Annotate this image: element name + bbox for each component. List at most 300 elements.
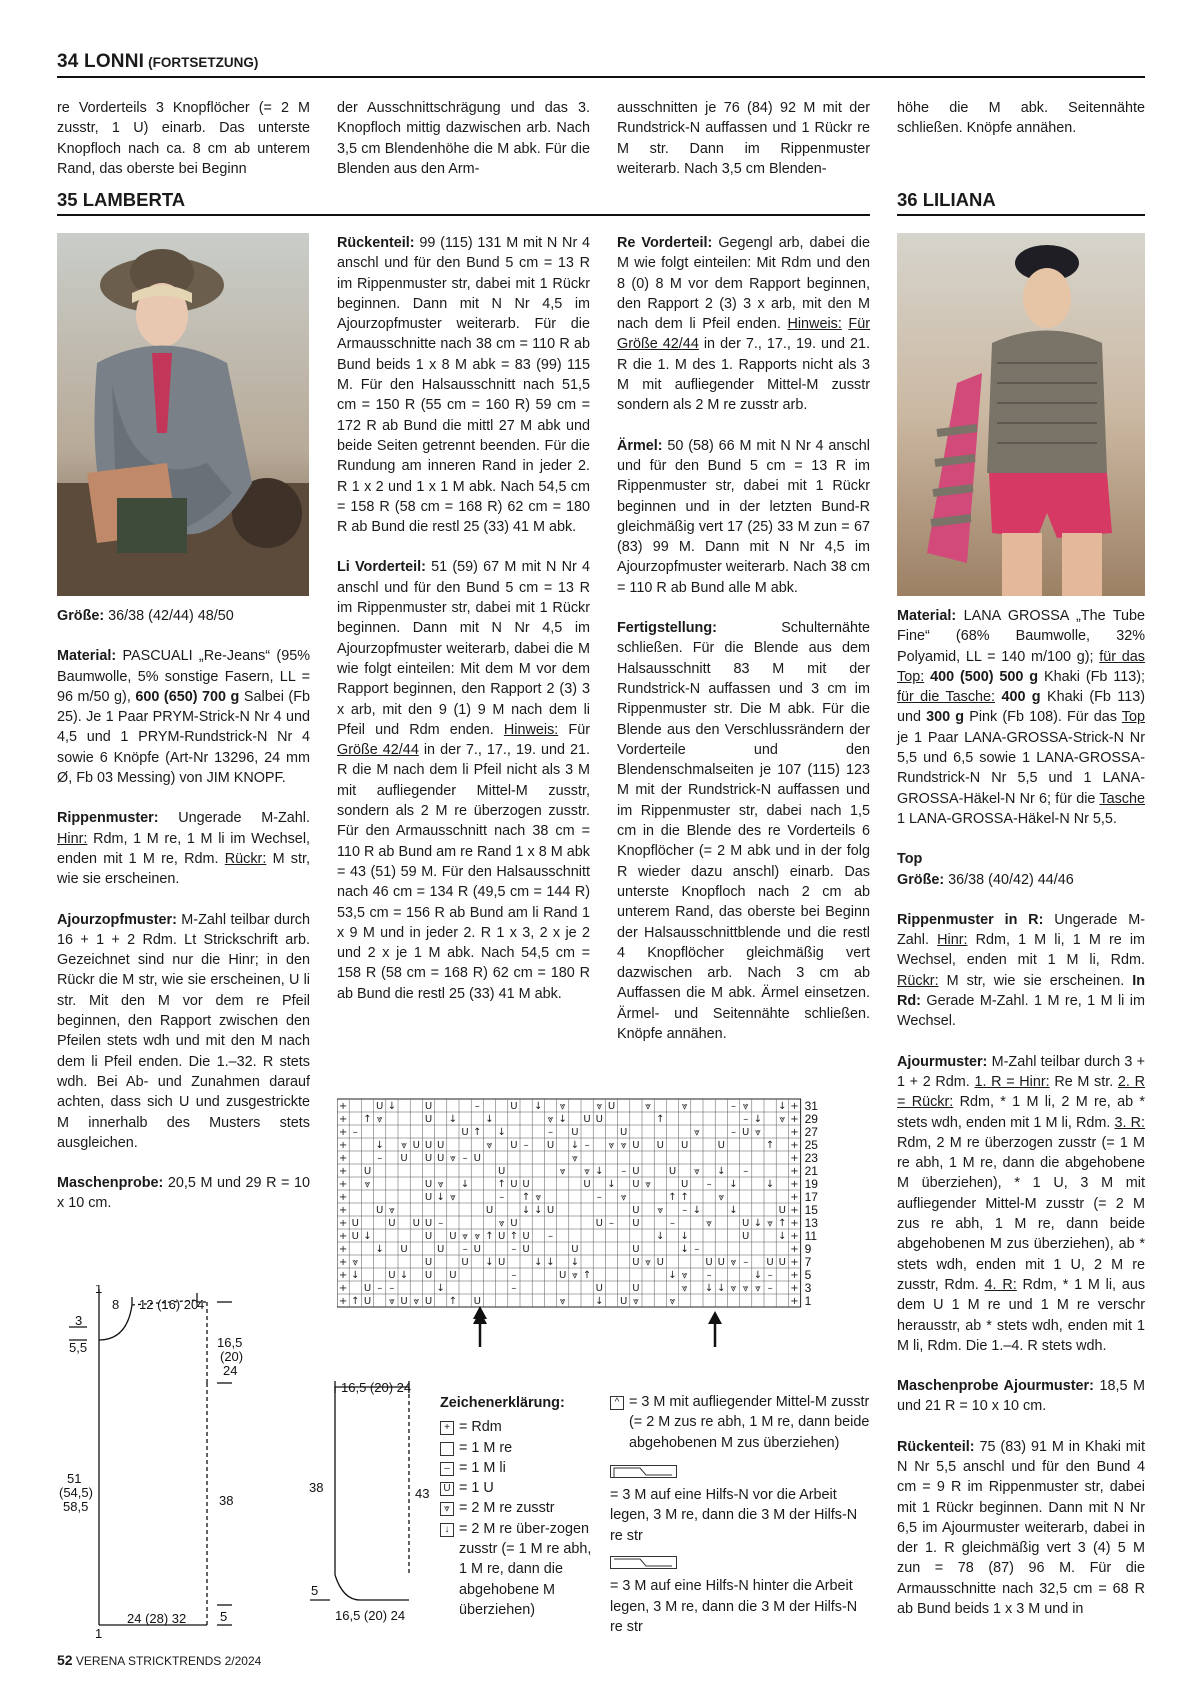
legend-u-text: = 1 U	[459, 1480, 494, 1497]
s1-right-20: (20)	[220, 1349, 244, 1364]
chart-stitch-symbol: U	[778, 1257, 786, 1268]
chart-stitch-symbol: ↑	[582, 1270, 592, 1281]
liliana-amount-3: 300 g	[926, 709, 965, 726]
chart-stitch-symbol: ↓	[570, 1257, 580, 1268]
chart-stitch-symbol: –	[511, 1270, 517, 1281]
chart-stitch-symbol: U	[717, 1257, 725, 1268]
section-title-liliana: 36 LILIANA	[897, 190, 1145, 216]
chart-stitch-symbol: U	[424, 1114, 433, 1125]
lamberta-col-2	[337, 233, 590, 1004]
s1-bottom-1: 1	[95, 1626, 103, 1640]
chart-stitch-symbol: U	[778, 1205, 786, 1216]
lamberta-maschen	[57, 1173, 310, 1214]
chart-row-number: 27	[804, 1125, 818, 1139]
chart-stitch-symbol: ↑	[509, 1231, 519, 1242]
liliana-material	[897, 606, 1145, 829]
chart-stitch-symbol: ↓	[521, 1205, 531, 1216]
s2-bottom-5: 5	[311, 1583, 319, 1598]
chart-stitch-symbol: U	[510, 1101, 518, 1112]
chart-stitch-symbol: ⩔	[389, 1296, 395, 1307]
legend-vor-text: = 3 M auf eine Hilfs-N vor die Arbeit legen, 3 M re, dann die 3 M der Hilfs-N re str	[610, 1487, 858, 1544]
liliana-size	[897, 870, 1145, 890]
chart-stitch-symbol: ⩔	[620, 1192, 627, 1203]
chart-row-number: 5	[804, 1268, 812, 1282]
chart-stitch-symbol: ⩔	[706, 1218, 712, 1229]
chart-stitch-symbol: U	[461, 1257, 469, 1268]
chart-stitch-symbol: U	[632, 1283, 640, 1294]
chart-stitch-symbol: U	[351, 1218, 359, 1229]
chart-stitch-symbol: ↓	[436, 1283, 445, 1294]
chart-stitch-symbol: U	[449, 1270, 457, 1281]
chart-stitch-symbol: ↓	[729, 1179, 738, 1190]
s1-bottom: 24 (28) 32	[127, 1611, 187, 1626]
chart-stitch-symbol: ⩔	[681, 1101, 688, 1112]
chart-stitch-symbol: +	[790, 1153, 799, 1164]
chart-stitch-symbol: U	[595, 1114, 603, 1125]
chart-stitch-symbol: U	[632, 1166, 640, 1177]
chart-stitch-symbol: ↓	[753, 1270, 763, 1281]
lamberta-fertig	[617, 618, 870, 1044]
chart-arrows	[337, 1307, 870, 1347]
chart-stitch-symbol: ⩔	[559, 1101, 566, 1112]
chart-stitch-symbol: ↑	[521, 1192, 531, 1203]
chart-stitch-symbol: ⩔	[767, 1218, 773, 1229]
chart-stitch-symbol: U	[681, 1179, 689, 1190]
chart-stitch-symbol: U	[388, 1218, 396, 1229]
chart-stitch-symbol: ⩔	[669, 1296, 676, 1307]
lamberta-photo	[57, 233, 309, 596]
chart-stitch-symbol: +	[790, 1296, 799, 1307]
ssk-symbol-icon: ↓	[440, 1523, 454, 1537]
chart-stitch-symbol: ↓	[704, 1283, 714, 1294]
chart-stitch-symbol: –	[377, 1153, 383, 1164]
chart-stitch-symbol: +	[338, 1101, 348, 1112]
liliana-maschen-label: Maschenprobe Ajourmuster:	[897, 1378, 1094, 1395]
liliana-ajour-1: M-Zahl teilbar durch 3 + 1 + 2 Rdm.	[897, 1053, 1146, 1090]
chart-stitch-symbol: ↓	[375, 1244, 384, 1255]
chart-stitch-symbol: ⩔	[755, 1283, 761, 1294]
chart-stitch-symbol: ↑	[448, 1296, 458, 1307]
s1-height-51: 51	[67, 1471, 82, 1486]
liliana-rippen-3: M str, wie sie erscheinen.	[946, 972, 1125, 989]
chart-stitch-symbol: U	[400, 1153, 408, 1164]
chart-stitch-symbol: U	[376, 1101, 384, 1112]
chart-stitch-symbol: +	[790, 1270, 799, 1281]
chart-stitch-symbol: ↑	[680, 1192, 689, 1203]
chart-stitch-symbol: U	[546, 1140, 555, 1151]
chart-stitch-symbol: ⩔	[413, 1296, 420, 1307]
chart-stitch-symbol: U	[705, 1257, 713, 1268]
chart-stitch-symbol: U	[522, 1231, 530, 1242]
chart-stitch-symbol: +	[790, 1140, 799, 1151]
chart-stitch-symbol: ↓	[534, 1257, 543, 1268]
lonni-col-2	[337, 98, 590, 179]
liliana-ruecken	[897, 1437, 1145, 1620]
lonni-text-2: der Ausschnittschrägung und das 3. Knopfloch mittig dazwischen arb. Nach 3,5 cm Blendenhöhe die M abk. Für die Blenden aus den Arm-	[337, 100, 590, 177]
chart-stitch-symbol: U	[351, 1231, 359, 1242]
chart-stitch-symbol: U	[363, 1296, 372, 1307]
header-title: 34 LONNI	[57, 51, 145, 72]
chart-stitch-symbol: ↓	[485, 1257, 494, 1268]
chart-stitch-symbol: U	[424, 1101, 433, 1112]
chart-stitch-symbol: –	[389, 1283, 395, 1294]
chart-row-number: 3	[804, 1281, 812, 1295]
chart-stitch-symbol: +	[790, 1127, 799, 1138]
liliana-r4: 4. R:	[984, 1276, 1017, 1293]
chart-stitch-symbol: ↓	[680, 1244, 689, 1255]
chart-stitch-symbol: ⩔	[681, 1283, 688, 1294]
chart-stitch-symbol: U	[424, 1192, 433, 1203]
chart-stitch-symbol: U	[510, 1218, 518, 1229]
chart-stitch-symbol: U	[424, 1218, 433, 1229]
chart-stitch-symbol: +	[338, 1114, 348, 1125]
s1-left-3: 3	[75, 1313, 83, 1328]
chart-stitch-symbol: U	[473, 1244, 481, 1255]
chart-stitch-symbol: ⩔	[559, 1296, 566, 1307]
chart-stitch-symbol: ↓	[595, 1166, 604, 1177]
chart-stitch-symbol: ↓	[351, 1270, 360, 1281]
chart-stitch-symbol: ⩔	[584, 1166, 590, 1177]
chart-stitch-symbol: ⩔	[730, 1257, 737, 1268]
chart-stitch-symbol: U	[620, 1127, 628, 1138]
chart-stitch-symbol: U	[461, 1127, 469, 1138]
groesse-link: Größe 42/44	[337, 742, 419, 759]
top-link: Top	[1121, 709, 1145, 726]
liliana-material-1: LANA GROSSA „The Tube Fine“ (68% Baumwolle, 32% Polyamid, LL = 140 m/100 g);	[897, 608, 1146, 665]
chart-stitch-symbol: +	[338, 1218, 348, 1229]
chart-stitch-symbol: +	[790, 1192, 799, 1203]
chart-row-number: 31	[804, 1099, 818, 1113]
lamberta-material	[57, 646, 310, 788]
maschen-text: 20,5 M und 29 R = 10 x 10 cm.	[57, 1175, 310, 1212]
liliana-top-heading: Top	[897, 851, 923, 868]
rippen-label: Rippenmuster:	[57, 810, 159, 827]
chart-stitch-symbol: ↓	[717, 1166, 726, 1177]
chart-stitch-symbol: ⩔	[364, 1179, 371, 1190]
chart-stitch-symbol: ↑	[363, 1114, 372, 1125]
revorder-label: Re Vorderteil:	[617, 235, 713, 251]
header-suffix: (FORTSETZUNG)	[148, 55, 259, 70]
liliana-ajour-label: Ajourmuster:	[897, 1053, 988, 1070]
chart-stitch-symbol: ↑	[778, 1218, 787, 1229]
liliana-material-6: 1 LANA-GROSSA-Häkel-N Nr 5,5.	[897, 810, 1117, 827]
chart-stitch-symbol: U	[717, 1140, 725, 1151]
lonni-col-1	[57, 98, 310, 179]
fertig-label: Fertigstellung:	[617, 620, 717, 637]
chart-stitch-symbol: +	[790, 1101, 799, 1112]
chart-stitch-symbol: U	[522, 1244, 530, 1255]
chart-stitch-symbol: ⩔	[645, 1257, 651, 1268]
legend-u	[440, 1478, 600, 1498]
lamberta-col-1	[57, 606, 310, 1234]
chart-stitch-symbol: –	[731, 1127, 736, 1138]
legend-ueber	[440, 1519, 600, 1620]
chart-stitch-symbol: –	[767, 1270, 773, 1281]
rdm-symbol-icon: +	[440, 1421, 454, 1435]
liliana-rippen-label: Rippenmuster in R:	[897, 911, 1044, 928]
chart-stitch-symbol: ⩔	[572, 1270, 578, 1281]
livorder-text-2: in der 7., 17., 19. und 21. R die M nach dem li Pfeil nicht als 3 M mit aufliegender Mittel-M zusstr, sondern als 2 M re überzogen zusstr. Für den Armausschnitt nach 38 cm = 110 R ab Bund am re Rand 1 x 8 M abk = 43 (51) 59 M. Für den Halsausschnitt nach 46 cm = 134 R (49,5 cm = 144 R) 53,5 cm = 156 R ab Bund am li Rand 1 x 9 M und in jeder 2. R 1 x 3, 2 x je 2 und 2 x je 1 M abk. Nach 54,5 cm = 158 R (58 cm = 168 R) 62 cm = 180 R ab Bund die restl 25 (33) 41 M abk.	[337, 742, 591, 1002]
rippen-text-2: Rdm, 1 M re, 1 M li im Wechsel, enden mit 1 M re, Rdm.	[57, 830, 311, 867]
maschen-label: Maschenprobe:	[57, 1175, 164, 1192]
chart-stitch-symbol: ↓	[546, 1257, 555, 1268]
chart-stitch-symbol: +	[790, 1166, 799, 1177]
chart-stitch-symbol: +	[790, 1231, 799, 1242]
s1-top-1: 1	[95, 1285, 103, 1296]
chart-stitch-symbol: +	[338, 1166, 348, 1177]
chart-stitch-symbol: +	[790, 1114, 799, 1125]
livorder-label: Li Vorderteil:	[337, 559, 426, 576]
liliana-r1: 1. R = Hinr:	[974, 1073, 1050, 1090]
chart-row-number: 7	[804, 1255, 812, 1269]
lamberta-col-3	[617, 233, 870, 1044]
chart-stitch-symbol: +	[790, 1257, 799, 1268]
chart-row-number: 23	[804, 1151, 818, 1165]
ajour-label: Ajourzopfmuster:	[57, 911, 177, 928]
legend-rdm-text: = Rdm	[459, 1419, 502, 1436]
ajour-text: M-Zahl teilbar durch 16 + 1 + 2 Rdm. Lt Strickschrift arb. Gezeichnet sind nur die Hinr; in den Rückr die M str, wie sie erscheinen, U li str. Mit den M vor dem re Pfeil beginnen, den Rapport zwischen den Pfeilen stets wdh und mit den M nach dem li Pfeil enden. Die 1.–32. R stets wdh. Bei Ab- und Zunahmen darauf achten, dass sich U und zusgestrickte M innerhalb des Musters stets ausgleichen.	[57, 911, 310, 1151]
chart-stitch-symbol: +	[338, 1257, 348, 1268]
s1-top-8: 8	[112, 1297, 120, 1312]
arrow-left-icon	[708, 1311, 722, 1347]
liliana-r3: 3. R:	[1114, 1114, 1146, 1131]
chart-stitch-symbol: ⩔	[559, 1166, 566, 1177]
chart-stitch-symbol: +	[338, 1127, 348, 1138]
knitting-chart	[337, 1097, 870, 1342]
chart-stitch-symbol: U	[437, 1140, 445, 1151]
livorder-text-1: 51 (59) 67 M mit N Nr 4 anschl und für den Bund 5 cm = 13 R im Rippenmuster str, dabei mit 1 Rückr beginnen. Dann mit N Nr 4,5 im Ajourzopfmuster weiterarb, dabei die M wie folgt einteilen: Mit dem M vor dem Rapport beginnen, den Rapport 2 (3) 3 x arb, mit den 9 (1) 9 M nach dem li Pfeil und Rdm enden.	[337, 559, 590, 738]
cable-front-icon	[610, 1465, 680, 1479]
rippen-text-1: Ungerade M-Zahl.	[178, 810, 310, 827]
liliana-ruecken-label: Rückenteil:	[897, 1438, 975, 1455]
chart-stitch-symbol: +	[338, 1283, 348, 1294]
chart-stitch-symbol: –	[438, 1218, 444, 1229]
chart-stitch-symbol: ↑	[497, 1179, 506, 1190]
chart-stitch-symbol: ⩔	[450, 1153, 456, 1164]
chart-stitch-symbol: –	[523, 1140, 529, 1151]
chart-stitch-symbol: ↓	[485, 1114, 494, 1125]
chart-stitch-symbol: +	[790, 1244, 799, 1255]
chart-stitch-symbol: ⩔	[437, 1179, 444, 1190]
liliana-r2: 2. R = Rückr:	[897, 1073, 1145, 1111]
liliana-ajour-3: Rdm, * 1 M li, 2 M re, ab * stets wdh, enden mit 1 M li, Rdm.	[897, 1094, 1145, 1131]
chart-stitch-symbol: U	[620, 1296, 628, 1307]
chart-stitch-symbol: ⩔	[645, 1179, 651, 1190]
revorder-text-1: Gegengl arb, dabei die M wie folgt einteilen: Mit Rdm und den 8 (0) 8 M vor dem Rapport beginnen, den Rapport 2 (3) 3 x arb, mit den M nach dem li Pfeil enden.	[617, 235, 870, 333]
chart-stitch-symbol: –	[682, 1205, 688, 1216]
s1-right-38: 38	[219, 1493, 234, 1508]
chart-stitch-symbol: U	[376, 1205, 384, 1216]
lamberta-aermel	[617, 436, 870, 598]
chart-row-number: 19	[804, 1177, 818, 1191]
liliana-amount-2: 400 g	[1001, 689, 1041, 706]
chart-stitch-symbol: ↓	[460, 1179, 470, 1190]
legend-mittel	[610, 1392, 870, 1453]
lonni-text-3: ausschnitten je 76 (84) 92 M mit der Rundstrick-N auffassen und 1 Rückr re M str. Dann im Rippenmuster weiterarb. Nach 3,5 cm Blenden-	[617, 100, 870, 177]
chart-stitch-symbol: U	[632, 1244, 640, 1255]
legend-mittel-text: = 3 M mit aufliegender Mittel-M zusstr (= 2 M zus re abh, 1 M re, dann beide abgehobenen M zus überziehen)	[629, 1394, 870, 1451]
chart-stitch-symbol: U	[632, 1140, 640, 1151]
material-text-2: Salbei (Fb 25). Je 1 Paar PRYM-Strick-N Nr 4 und 4,5 und 1 PRYM-Rundstrick-N Nr 4 sowie 6 Knöpfe (Art-Nr 13296, 24 mm Ø, Fb 03 Messing) von JIM KNOPF.	[57, 688, 311, 787]
chart-stitch-symbol: –	[474, 1101, 480, 1112]
chart-stitch-symbol: U	[546, 1205, 555, 1216]
chart-stitch-symbol: U	[632, 1179, 640, 1190]
lamberta-revorder	[617, 233, 870, 416]
s1-right-165: 16,5	[217, 1335, 243, 1350]
fertig-text: Schulternähte schließen. Für die Blende aus dem Halsausschnitt 83 M mit der Rundstrick-N auffassen und 3 cm im Rippenmuster str. Die M abk. Für die Blende aus den Verschlussrändern der Vorderteile und den Blendenschmalseiten je 107 (115) 123 M mit der Rundstrick-N auffassen und im Rippenmuster str, dabei nach 1,5 cm in die Blende des re Vorderteils 6 Knopflöcher (= 2 M abk und in der folg R wieder dazu anschl) einarb. Das unterste Knopfloch nach 2 cm ab unterem Rand, das oberste bei Beginn der Halsausschnittblende und die restl 4 Knopflöcher gleichmäßig vert dazwischen arb. Nach 3 cm ab Auffassen die M abk. Ärmel einsetzen. Ärmel- und Seitennähte schließen. Knöpfe annähen.	[617, 620, 870, 1042]
chart-stitch-symbol: ⩔	[718, 1192, 725, 1203]
chart-stitch-symbol: U	[571, 1244, 579, 1255]
chart-stitch-symbol: +	[790, 1179, 799, 1190]
chart-stitch-symbol: ⩔	[450, 1192, 456, 1203]
liliana-rippen-2: Rdm, 1 M li, 1 M re im Wechsel, enden mit 1 M li, Rdm.	[897, 932, 1146, 969]
chart-stitch-symbol: ⩔	[535, 1192, 542, 1203]
liliana-ajour-2: Re M str.	[1054, 1073, 1114, 1090]
chart-stitch-symbol: U	[668, 1166, 677, 1177]
fuer-das-top: für das Top:	[897, 648, 1145, 685]
page-footer	[57, 1650, 261, 1671]
size-label: Größe:	[57, 608, 105, 624]
chart-stitch-symbol: U	[473, 1153, 481, 1164]
chart-stitch-symbol: ↓	[753, 1114, 763, 1125]
chart-stitch-symbol: –	[767, 1283, 773, 1294]
chart-stitch-symbol: U	[424, 1140, 433, 1151]
chart-stitch-symbol: –	[743, 1257, 749, 1268]
legend-re-text: = 1 M re	[459, 1439, 513, 1456]
liliana-material-4: Pink (Fb 108). Für das	[969, 709, 1117, 726]
chart-stitch-symbol: ↓	[717, 1283, 726, 1294]
page-number: 52	[57, 1652, 73, 1668]
chart-stitch-symbol: ⩔	[742, 1101, 749, 1112]
chart-stitch-symbol: ↓	[363, 1231, 372, 1242]
chart-stitch-symbol: –	[499, 1192, 505, 1203]
chart-stitch-symbol: +	[338, 1270, 348, 1281]
chart-stitch-symbol: ↓	[534, 1101, 543, 1112]
liliana-rueckr: Rückr:	[897, 972, 939, 989]
cable-back-icon	[610, 1556, 680, 1570]
liliana-in-rd: In Rd:	[897, 972, 1146, 1010]
knit-symbol-icon	[440, 1442, 454, 1456]
chart-stitch-symbol: ⩔	[657, 1205, 664, 1216]
liliana-amount-1: 400 (500) 500 g	[930, 668, 1039, 685]
chart-stitch-symbol: U	[363, 1166, 372, 1177]
liliana-ajour	[897, 1052, 1145, 1356]
chart-stitch-symbol: ↓	[729, 1205, 738, 1216]
chart-stitch-symbol: U	[559, 1270, 567, 1281]
s1-height-585: 58,5	[63, 1499, 89, 1514]
rueckr-label: Rückr:	[224, 850, 267, 867]
fuer-text: Für	[568, 721, 590, 738]
chart-stitch-symbol: U	[437, 1153, 445, 1164]
arrow-right-icon	[473, 1311, 487, 1347]
magazine-name: VERENA STRICKTRENDS 2/2024	[75, 1654, 262, 1668]
lonni-col-4	[897, 98, 1145, 139]
chart-stitch-symbol: U	[498, 1166, 506, 1177]
chart-stitch-symbol: ⩔	[694, 1127, 700, 1138]
liliana-photo	[897, 233, 1145, 596]
chart-stitch-symbol: –	[511, 1244, 517, 1255]
chart-stitch-symbol: ⩔	[694, 1166, 700, 1177]
chart-stitch-symbol: ↓	[656, 1231, 665, 1242]
legend-right	[610, 1392, 870, 1637]
chart-stitch-symbol: U	[388, 1270, 396, 1281]
liliana-size-value: 36/38 (40/42) 44/46	[948, 871, 1074, 888]
chart-stitch-symbol: +	[338, 1296, 348, 1307]
chart-stitch-symbol: U	[412, 1140, 420, 1151]
liliana-rippen-4: Gerade M-Zahl. 1 M re, 1 M li im Wechsel.	[897, 993, 1145, 1030]
s1-top-12: 12 (16) 20	[139, 1297, 199, 1312]
chart-stitch-symbol: ↓	[375, 1140, 384, 1151]
chart-stitch-symbol: –	[462, 1244, 468, 1255]
purl-symbol-icon: –	[440, 1462, 454, 1476]
chart-stitch-symbol: ↑	[765, 1140, 775, 1151]
chart-stitch-symbol: ↓	[692, 1205, 702, 1216]
chart-stitch-symbol: ⩔	[401, 1140, 407, 1151]
chart-stitch-symbol: U	[583, 1114, 591, 1125]
revorder-text-2: in der 7., 17., 19. und 21. R die 1. M des 1. Rapports nicht als 3 M mit aufliegender Mittel-M zusstr sondern als 2 M re zusstr arb.	[617, 336, 871, 414]
chart-stitch-symbol: ↓	[387, 1101, 397, 1112]
legend-li-text: = 1 M li	[459, 1459, 506, 1476]
chart-row-number: 1	[804, 1294, 812, 1308]
chart-stitch-symbol: U	[424, 1296, 433, 1307]
chart-stitch-symbol: U	[571, 1127, 579, 1138]
chart-row-number: 13	[804, 1216, 818, 1230]
chart-stitch-symbol: ↑	[668, 1192, 677, 1203]
chart-stitch-symbol: ⩔	[376, 1114, 383, 1125]
s1-left-55: 5,5	[69, 1340, 88, 1355]
chart-stitch-symbol: ↑	[656, 1114, 665, 1125]
chart-grid	[337, 1099, 801, 1307]
s1-right-5: 5	[220, 1609, 228, 1624]
chart-stitch-symbol: ⩔	[547, 1114, 554, 1125]
material-amount: 600 (650) 700 g	[135, 688, 240, 705]
lamberta-ruecken	[337, 233, 590, 537]
chart-stitch-symbol: U	[424, 1270, 433, 1281]
chart-stitch-symbol: –	[743, 1114, 749, 1125]
chart-stitch-symbol: ↓	[680, 1231, 689, 1242]
chart-stitch-symbol: –	[743, 1166, 749, 1177]
chart-stitch-symbol: U	[498, 1257, 506, 1268]
lamberta-ajour	[57, 910, 310, 1154]
cdd-symbol-icon: ^	[610, 1396, 624, 1410]
lonni-text-4: höhe die M abk. Seitennähte schließen. Knöpfe annähen.	[897, 100, 1145, 137]
chart-stitch-symbol: ⩔	[462, 1231, 468, 1242]
liliana-ajour-5: Rdm, * 1 M li, aus dem U 1 M re und 1 M re verschr herausstr, ab * stets wdh, enden mit 1 M li, Rdm. Die 1.–4. R stets wdh.	[897, 1276, 1146, 1354]
legend-zus-text: = 2 M re zusstr	[459, 1500, 555, 1517]
hinweis-label-2: Hinweis:	[787, 316, 842, 333]
schematic-sleeve	[305, 1375, 435, 1635]
chart-stitch-symbol: +	[338, 1231, 348, 1242]
chart-stitch-symbol: ⩔	[474, 1231, 481, 1242]
chart-stitch-symbol: –	[621, 1166, 627, 1177]
chart-stitch-symbol: ↓	[436, 1192, 445, 1203]
liliana-hinr: Hinr:	[937, 932, 968, 949]
chart-stitch-symbol: U	[412, 1218, 420, 1229]
chart-stitch-symbol: ↓	[765, 1179, 775, 1190]
aermel-label: Ärmel:	[617, 437, 663, 454]
chart-stitch-symbol: ↓	[668, 1270, 677, 1281]
chart-stitch-symbol: ⩔	[596, 1101, 603, 1112]
chart-stitch-symbol: ↑	[351, 1296, 360, 1307]
chart-stitch-symbol: +	[790, 1218, 799, 1229]
chart-stitch-symbol: ↓	[778, 1231, 787, 1242]
liliana-material-3: Khaki (Fb 113) und	[897, 689, 1146, 726]
chart-stitch-symbol: ↓	[399, 1270, 409, 1281]
chart-stitch-symbol: +	[338, 1192, 348, 1203]
chart-stitch-symbol: ↑	[485, 1231, 494, 1242]
chart-stitch-symbol: +	[338, 1140, 348, 1151]
chart-stitch-symbol: ↓	[534, 1205, 543, 1216]
